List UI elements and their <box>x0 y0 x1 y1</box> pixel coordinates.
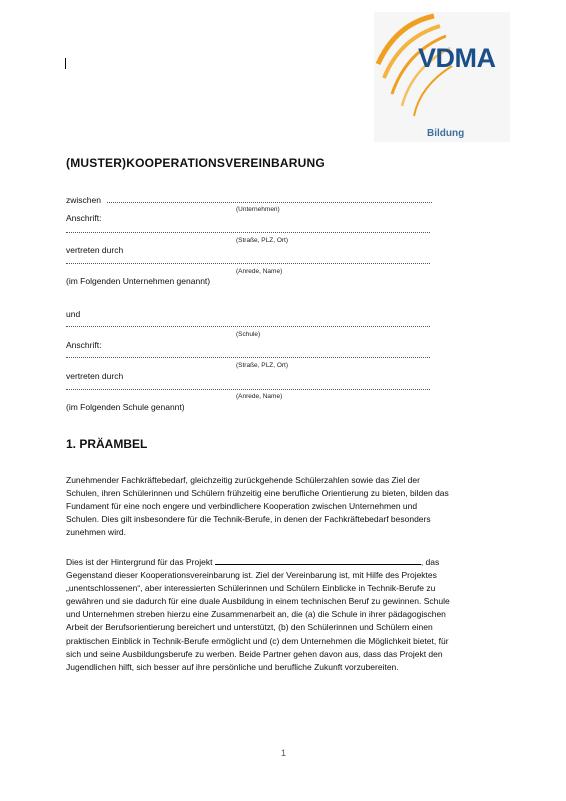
company-rep-line[interactable] <box>66 263 430 264</box>
paragraph-line: Zunehmender Fachkräftebedarf, gleichzeitig zurückgehende Schülerzahlen sowie das Ziel der <box>66 475 420 485</box>
address-label-2: Anschrift: <box>66 340 102 350</box>
address-hint-2: (Straße, PLZ, Ort) <box>236 362 289 369</box>
school-hint: (Schule) <box>236 331 261 338</box>
address-hint-1: (Straße, PLZ, Ort) <box>236 237 289 244</box>
project-intro-text: Dies ist der Hintergrund für das Projekt <box>66 557 213 567</box>
paragraph-line: Arbeit der Berufsorientierung bereichert und unterstützt, (b) den Schülerinnen und Schülern einen <box>66 622 433 633</box>
rep-label-1: vertreten durch <box>66 245 124 255</box>
paragraph-line: Jugendlichen hilft, sich besser auf ihre persönliche und berufliche Zukunft vorzubereiten. <box>66 661 399 672</box>
school-address-line[interactable] <box>66 357 430 358</box>
paragraph-line: Fundament für eine noch engere und verbindlichere Kooperation zwischen Unternehmen und <box>66 501 418 512</box>
text-cursor <box>65 58 66 69</box>
school-rep-line[interactable] <box>66 389 430 390</box>
paragraph-line <box>66 555 506 569</box>
paragraph-line: Schulen. Dies gilt insbesondere für die Technik-Berufe, in denen der Fachkräftebedarf besonders <box>66 514 431 525</box>
company-name-line[interactable] <box>107 202 432 203</box>
preamble-paragraph-2 <box>66 555 506 674</box>
rep-label-2: vertreten durch <box>66 371 124 381</box>
referred-company: (im Folgenden Unternehmen genannt) <box>66 276 211 286</box>
project-name-field[interactable] <box>215 555 421 565</box>
rep-hint-2: (Anrede, Name) <box>236 393 283 400</box>
vdma-logo <box>374 12 510 142</box>
page-number: 1 <box>281 748 287 758</box>
paragraph-line: praktischen Einblick in Technik-Berufe ermöglicht und (c) dem Unternehmen die Möglichkeit bietet, für <box>66 635 449 646</box>
and-label: und <box>66 309 81 319</box>
referred-school: (im Folgenden Schule genannt) <box>66 402 185 412</box>
section-heading-preamble: 1. PRÄAMBEL <box>66 437 148 451</box>
paragraph-line: „unentschlossenen“, aber interessierten Schülerinnen und Schülern Einblicke in Technik-Berufe zu <box>66 583 436 594</box>
company-address-line[interactable] <box>66 232 430 233</box>
between-label: zwischen <box>66 195 101 205</box>
company-hint: (Unternehmen) <box>236 206 280 213</box>
paragraph-line: Schulen, ihren Schülerinnen und Schülern frühzeitig eine berufliche Orientierung zu bieten, bilden das <box>66 488 449 499</box>
school-name-line[interactable] <box>66 326 430 327</box>
paragraph-line: und Unternehmen streben hierzu eine Zusammenarbeit an, die (a) die Schule in ihrer pädagogischen <box>66 609 446 620</box>
logo-subtitle: Bildung <box>427 128 465 139</box>
preamble-paragraph-1 <box>66 474 506 539</box>
paragraph-line: sich und seine Ausbildungsberufe zu werben. Beide Partner gehen davon aus, dass das Projekt den <box>66 648 443 659</box>
project-intro-end: , das <box>420 557 440 567</box>
document-title: (MUSTER)KOOPERATIONSVEREINBARUNG <box>66 156 325 170</box>
rep-hint-1: (Anrede, Name) <box>236 268 283 275</box>
paragraph-line: Gegenstand dieser Kooperationsvereinbarung ist. Ziel der Vereinbarung ist, mit Hilfe des Projektes <box>66 570 437 581</box>
address-label-1: Anschrift: <box>66 213 102 223</box>
paragraph-line: zunehmen wird. <box>66 527 127 538</box>
logo-brand: VDMA <box>418 43 496 73</box>
paragraph-line: gewähren und sie dadurch für eine duale Ausbildung in einem technischen Beruf zu gewinnen. Schule <box>66 596 450 607</box>
